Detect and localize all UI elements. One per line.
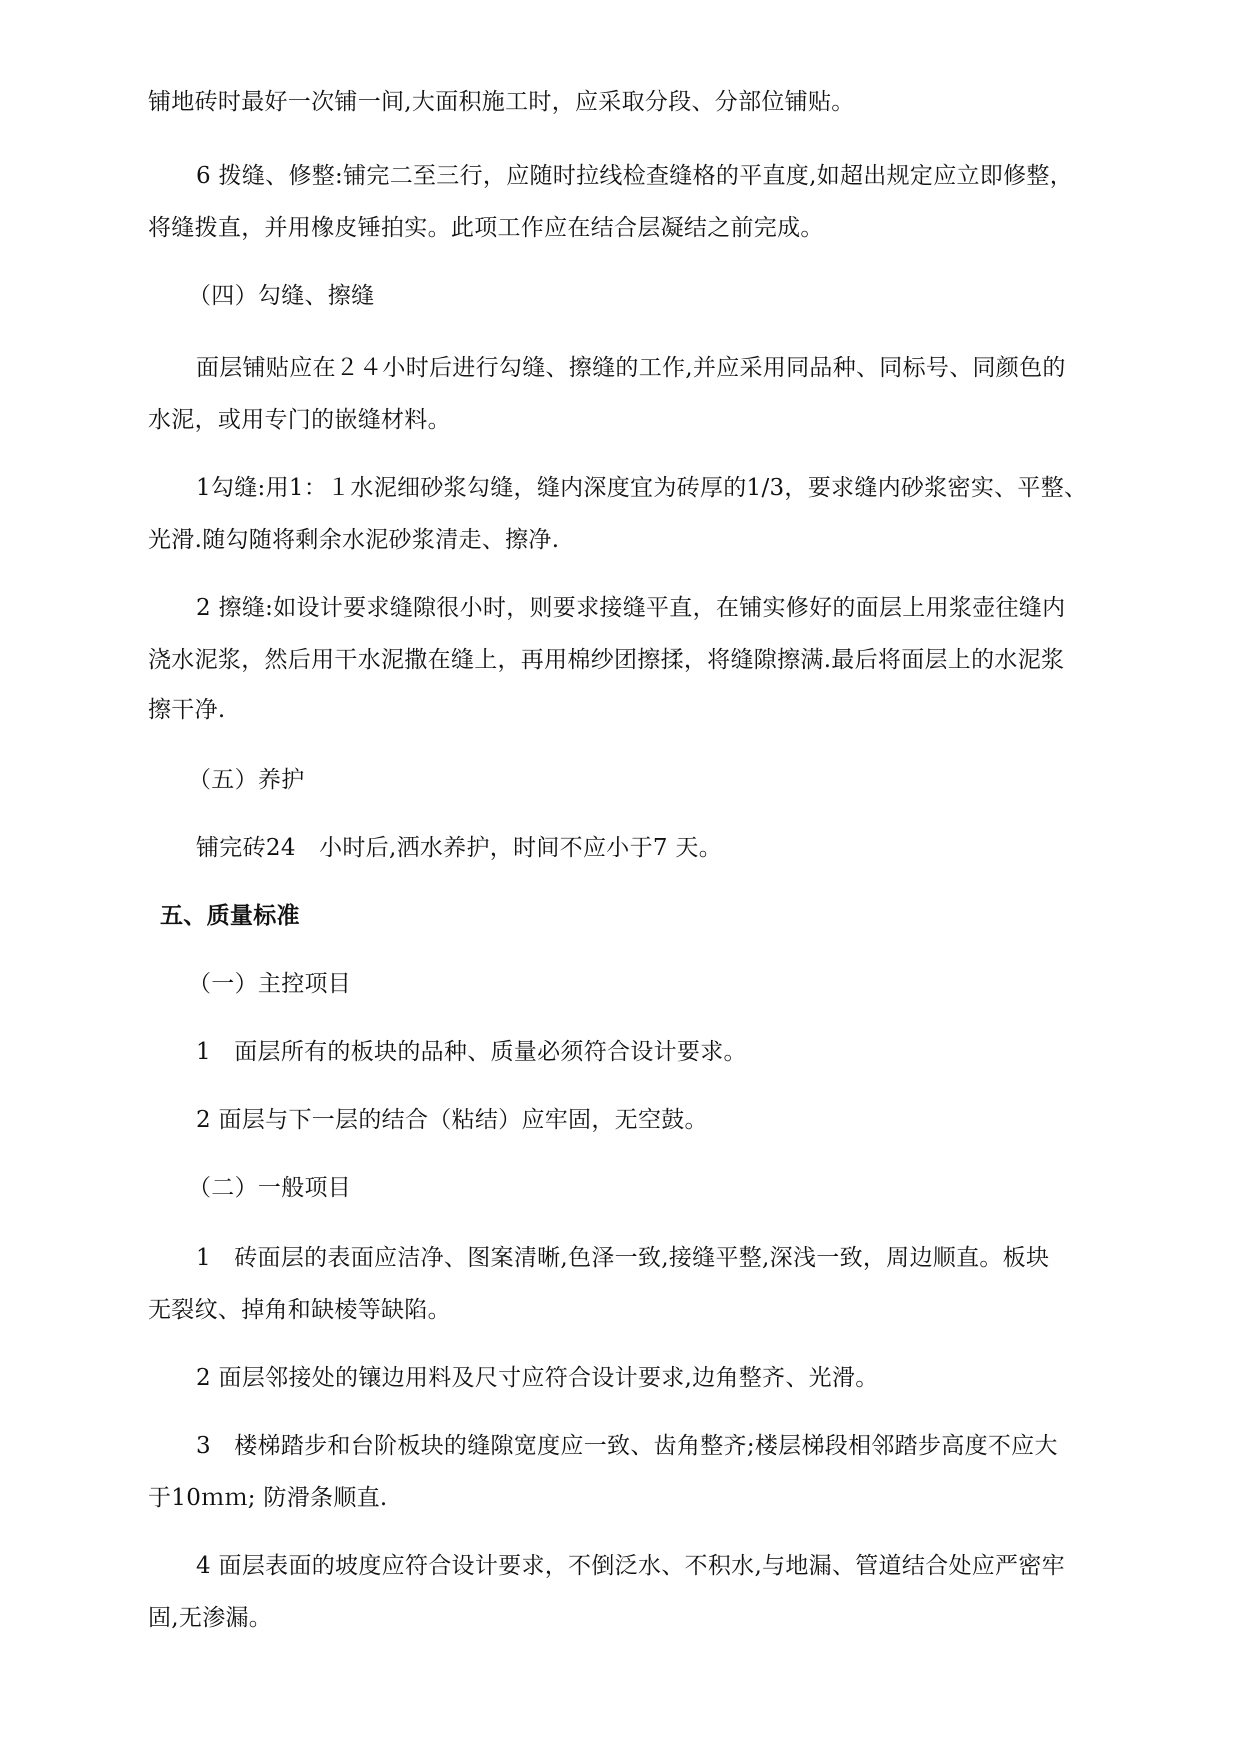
- quality-standards-heading: 五、质量标准: [160, 903, 300, 929]
- general-item-3-line-2: 于10ｍｍ; 防滑条顺直.: [148, 1485, 388, 1511]
- paragraph-2-caf-line-3: 擦干净.: [148, 697, 226, 723]
- main-items-heading: （一）主控项目: [188, 971, 352, 997]
- paragraph-2-caf-line-2: 浇水泥浆，然后用干水泥撒在缝上，再用棉纱团擦揉，将缝隙擦满.最后将面层上的水泥浆: [148, 647, 1065, 673]
- general-item-1-line-2: 无裂纹、掉角和缺棱等缺陷。: [148, 1297, 451, 1323]
- paragraph-2-caf-line-1: 2 擦缝:如设计要求缝隙很小时，则要求接缝平直，在铺实修好的面层上用浆壶往缝内: [196, 595, 1066, 621]
- section-4-heading: （四）勾缝、擦缝: [188, 283, 375, 309]
- general-item-2: 2 面层邻接处的镶边用料及尺寸应符合设计要求,边角整齐、光滑。: [196, 1365, 879, 1391]
- paragraph-6-line-2: 将缝拨直，并用橡皮锤拍实。此项工作应在结合层凝结之前完成。: [148, 215, 824, 241]
- general-item-4-line-2: 固,无渗漏。: [148, 1605, 273, 1631]
- paragraph-6-line-1: 6 拨缝、修整:铺完二至三行，应随时拉线检查缝格的平直度,如超出规定应立即修整，: [196, 163, 1074, 189]
- paragraph-curing-line-1: 铺完砖24 小时后,洒水养护，时间不应小于7 天。: [196, 835, 723, 861]
- paragraph-surface-line-2: 水泥，或用专门的嵌缝材料。: [148, 407, 451, 433]
- paragraph-1-gouf-line-2: 光滑.随勾随将剩余水泥砂浆清走、擦净.: [148, 527, 560, 553]
- general-item-1-line-1: 1 砖面层的表面应洁净、图案清晰,色泽一致,接缝平整,深浅一致，周边顺直。板块: [196, 1245, 1050, 1271]
- paragraph-floor-tile-line-1: 铺地砖时最好一次铺一间,大面积施工时，应采取分段、分部位铺贴。: [148, 89, 855, 115]
- paragraph-1-gouf-line-1: 1勾缝:用1：１水泥细砂浆勾缝，缝内深度宜为砖厚的1/3，要求缝内砂浆密实、平整、: [196, 475, 1088, 501]
- main-item-1: 1 面层所有的板块的品种、质量必须符合设计要求。: [196, 1039, 747, 1065]
- main-item-2: 2 面层与下一层的结合（粘结）应牢固，无空鼓。: [196, 1107, 708, 1133]
- general-item-3-line-1: 3 楼梯踏步和台阶板块的缝隙宽度应一致、齿角整齐;楼层梯段相邻踏步高度不应大: [196, 1433, 1058, 1459]
- paragraph-surface-line-1: 面层铺贴应在２４小时后进行勾缝、擦缝的工作,并应采用同品种、同标号、同颜色的: [196, 355, 1066, 381]
- section-5-heading: （五）养护: [188, 767, 305, 793]
- general-item-4-line-1: 4 面层表面的坡度应符合设计要求，不倒泛水、不积水,与地漏、管道结合处应严密牢: [196, 1553, 1065, 1579]
- general-items-heading: （二）一般项目: [188, 1175, 352, 1201]
